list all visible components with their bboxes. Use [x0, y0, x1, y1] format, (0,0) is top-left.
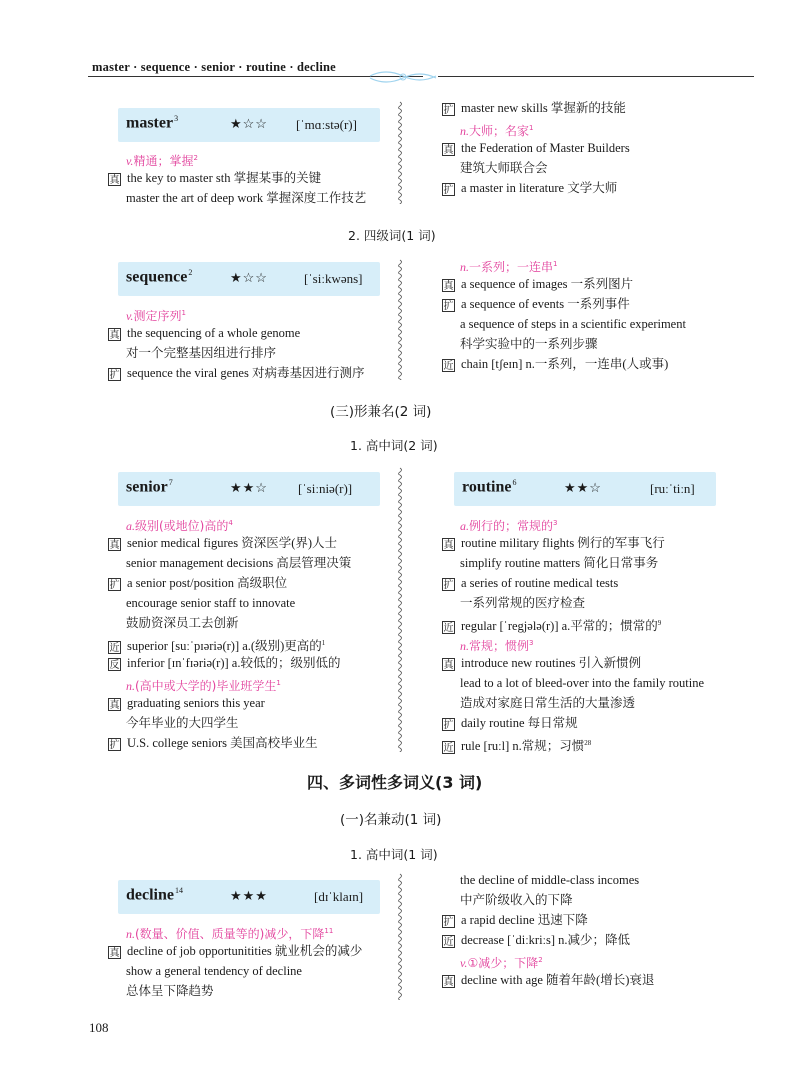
sense-label: v.精通；掌握$^2$ — [126, 154, 198, 168]
headword: sequence$^2$ — [126, 268, 193, 286]
tag-badge: 真 — [443, 145, 454, 156]
sense-label: n.一系列；一连串$^1$ — [460, 260, 558, 274]
example-line: 扩 a rapid decline 迅速下降 — [443, 913, 588, 928]
headword: master$^3$ — [126, 114, 179, 132]
headword: decline$^{14}$ — [126, 886, 183, 904]
tag-badge: 真 — [443, 540, 454, 551]
section-heading: 1. 高中词(1 词) — [350, 847, 438, 862]
tag-badge: 真 — [443, 977, 454, 988]
tag-badge: 真 — [109, 175, 120, 186]
example-line: show a general tendency of decline — [126, 964, 302, 978]
tag-badge: 真 — [443, 660, 454, 671]
tag-badge: 真 — [109, 700, 120, 711]
star-rating: ★★☆ — [230, 480, 268, 495]
star-rating: ★☆☆ — [230, 270, 268, 285]
example-line: 对一个完整基因组进行排序 — [126, 346, 277, 360]
example-line: senior management decisions 高层管理决策 — [126, 556, 352, 570]
pronunciation: [dɪˈklaɪn] — [314, 889, 364, 904]
headword-box-senior — [118, 472, 380, 506]
example-line: 近 rule [ruːl] n.常规；习惯$^{28}$ — [443, 739, 592, 755]
column-divider — [397, 258, 403, 380]
section-heading-main: 四、多词性多词义(3 词) — [307, 773, 483, 792]
pronunciation: [ruːˈtiːn] — [650, 481, 695, 496]
example-line: 近 decrease [ˈdiːkriːs] n.减少；降低 — [443, 933, 631, 948]
section-heading: (一)名兼动(1 词) — [340, 812, 442, 828]
headword-box-master — [118, 108, 380, 142]
tag-badge: 扩 — [109, 580, 120, 591]
example-line: 近 chain [tʃeɪn] n.一系列，一连串(人或事) — [443, 357, 669, 372]
tag-badge: 扩 — [443, 301, 454, 312]
column-divider — [397, 100, 403, 204]
headword-box-routine — [454, 472, 716, 506]
sense-label: n.(数量、价值、质量等的)减少，下降$^{11}$ — [126, 927, 334, 941]
tag-badge: 近 — [109, 643, 120, 655]
sense-label: v.测定序列$^1$ — [126, 309, 186, 323]
example-line: 建筑大师联合会 — [460, 161, 548, 175]
sense-label: a.级别(或地位)高的$^4$ — [126, 519, 233, 533]
sense-label: v.①减少；下降$^2$ — [460, 956, 543, 970]
headword-box-sequence — [118, 262, 380, 296]
tag-badge: 扩 — [443, 720, 454, 731]
sense-label: a.例行的；常规的$^3$ — [460, 519, 558, 533]
tag-badge: 扩 — [443, 185, 454, 196]
headword: routine$^6$ — [462, 478, 517, 496]
section-heading: (三)形兼名(2 词) — [330, 404, 432, 420]
example-line: 扩 master new skills 掌握新的技能 — [443, 101, 626, 116]
example-line: 真 senior medical figures 资深医学(界)人士 — [109, 536, 338, 551]
headword: senior$^7$ — [126, 478, 173, 496]
star-rating: ★☆☆ — [230, 116, 268, 131]
example-line: 扩 a series of routine medical tests — [443, 576, 619, 591]
example-line: 真 the key to master sth 掌握某事的关键 — [109, 171, 322, 186]
example-line: 扩 sequence the viral genes 对病毒基因进行测序 — [109, 366, 365, 381]
tag-badge: 近 — [443, 937, 454, 948]
column-divider — [397, 872, 403, 1000]
example-line: 真 routine military flights 例行的军事飞行 — [443, 536, 665, 551]
tag-badge: 扩 — [109, 740, 120, 751]
example-line: encourage senior staff to innovate — [126, 596, 296, 610]
pronunciation: [ˈmɑːstə(r)] — [296, 117, 357, 132]
example-line: lead to a lot of bleed-over into the family routine — [460, 676, 705, 690]
example-line: 真 decline with age 随着年龄(增长)衰退 — [443, 973, 655, 988]
pronunciation: [ˈsiːniə(r)] — [298, 481, 353, 496]
header-rule-right — [438, 76, 754, 77]
example-line: 一系列常规的医疗检查 — [460, 596, 586, 610]
tag-badge: 真 — [109, 540, 120, 551]
tag-badge: 扩 — [443, 917, 454, 928]
headword-box-decline — [118, 880, 380, 914]
example-line: simplify routine matters 简化日常事务 — [460, 556, 659, 570]
star-rating: ★★☆ — [564, 480, 602, 495]
example-line: 真 the Federation of Master Builders — [443, 141, 630, 156]
tag-badge: 近 — [443, 361, 454, 372]
header-ornament-icon — [368, 66, 438, 88]
example-line: 真 the sequencing of a whole genome — [109, 326, 301, 341]
section-heading: 2. 四级词(1 词) — [348, 228, 436, 243]
tag-badge: 反 — [109, 660, 120, 671]
tag-badge: 扩 — [443, 580, 454, 591]
example-line: 近 superior [suːˈpɪəriə(r)] a.(级别)更高的$^1$ — [109, 639, 326, 655]
star-rating: ★★★ — [230, 888, 268, 903]
example-line: a sequence of steps in a scientific experiment — [460, 317, 686, 331]
example-line: 真 a sequence of images 一系列图片 — [443, 277, 634, 292]
tag-badge: 扩 — [109, 370, 120, 381]
example-line: 扩 a master in literature 文学大师 — [443, 181, 618, 196]
example-line: 反 inferior [ɪnˈfɪəriə(r)] a.较低的；级别低的 — [109, 656, 341, 671]
example-line: 近 regular [ˈregjələ(r)] a.平常的；惯常的$^9$ — [443, 619, 662, 635]
example-line: 真 decline of job opportunitities 就业机会的减少 — [109, 944, 363, 959]
sense-label: n.常规；惯例$^3$ — [460, 639, 534, 653]
tag-badge: 近 — [443, 743, 454, 755]
example-line: the decline of middle-class incomes — [460, 873, 640, 887]
example-line: 扩 a sequence of events 一系列事件 — [443, 297, 630, 312]
page-number: 108 — [89, 1020, 109, 1035]
example-line: 鼓励资深员工去创新 — [126, 616, 239, 630]
sense-label: n.(高中或大学的)毕业班学生$^1$ — [126, 679, 281, 693]
example-line: 科学实验中的一系列步骤 — [460, 337, 598, 351]
running-head: master · sequence · senior · routine · decline — [92, 60, 336, 74]
sense-label: n.大师；名家$^1$ — [460, 124, 534, 138]
example-line: 总体呈下降趋势 — [126, 984, 214, 998]
tag-badge: 真 — [443, 281, 454, 292]
example-line: 今年毕业的大四学生 — [126, 716, 239, 730]
example-line: 造成对家庭日常生活的大量渗透 — [460, 696, 636, 710]
tag-badge: 近 — [443, 623, 454, 635]
example-line: 扩 U.S. college seniors 美国高校毕业生 — [109, 736, 318, 751]
example-line: 扩 a senior post/position 高级职位 — [109, 576, 288, 591]
example-line: 中产阶级收入的下降 — [460, 893, 573, 907]
tag-badge: 真 — [109, 330, 120, 341]
example-line: 真 introduce new routines 引入新惯例 — [443, 656, 642, 671]
pronunciation: [ˈsiːkwəns] — [304, 271, 363, 286]
section-heading: 1. 高中词(2 词) — [350, 438, 438, 453]
example-line: master the art of deep work 掌握深度工作技艺 — [126, 191, 367, 205]
column-divider — [397, 466, 403, 752]
example-line: 真 graduating seniors this year — [109, 696, 265, 711]
tag-badge: 真 — [109, 948, 120, 959]
example-line: 扩 daily routine 每日常规 — [443, 716, 578, 731]
tag-badge: 扩 — [443, 105, 454, 116]
